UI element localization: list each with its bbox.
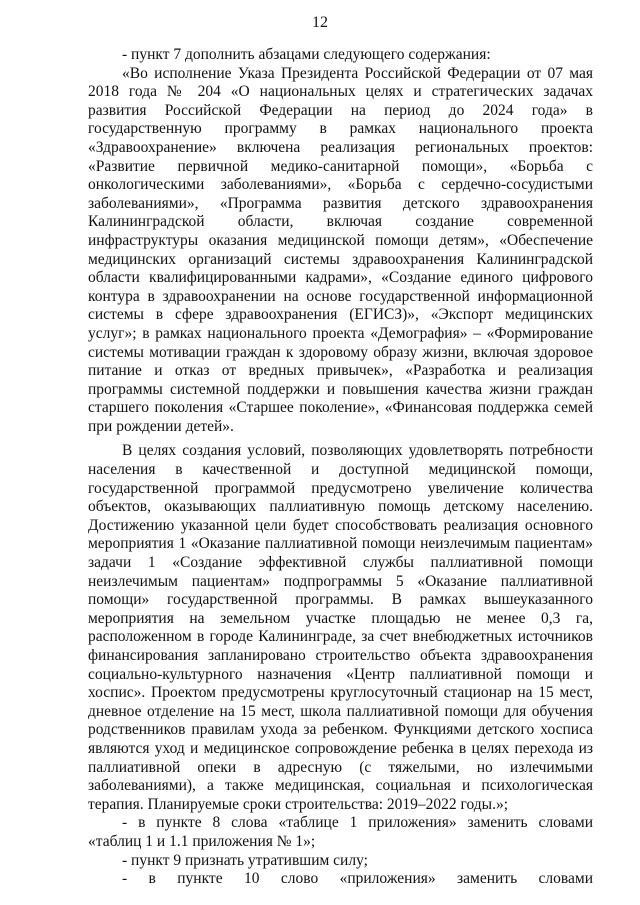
text-line: «Здравоохранение» включена реализация региональных проектов: <box>88 138 593 156</box>
text-line: заболеваниями), а также медицинская, социальная и психологическая <box>88 777 593 795</box>
text-line: 2018 года № 204 «О национальных целях и стратегических задачах <box>88 83 593 101</box>
text-line: В целях создания условий, позволяющих удовлетворять потребности <box>122 442 593 460</box>
text-line: паллиативной опеки в адресную (с тяжелыми, но излечимыми <box>88 758 593 776</box>
text-line: при рождении детей». <box>88 417 234 435</box>
text-line: - пункт 9 признать утратившим силу; <box>122 851 368 869</box>
text-line: государственной программой предусмотрено увеличение количества <box>88 479 593 497</box>
text-line: системы в сфере здравоохранения (ЕГИСЗ)», «Экспорт медицинских <box>88 306 593 324</box>
text-line: системы мотивации граждан к здоровому образу жизни, включая здоровое <box>88 343 593 361</box>
text-line: - в пункте 8 слова «таблице 1 приложения» заменить словами <box>122 814 593 832</box>
text-line: питание и отказ от вредных привычек», «Разработка и реализация <box>88 362 593 380</box>
text-line: - пункт 7 дополнить абзацами следующего содержания: <box>122 46 491 63</box>
text-line: дневное отделение на 15 мест, школа паллиативной помощи для обучения <box>88 702 593 720</box>
text-line: программы системной поддержки и повышения качества жизни граждан <box>88 380 593 398</box>
text-line: терапия. Планируемые сроки строительства: 2019–2022 годы.»; <box>88 795 509 813</box>
text-line: хоспис». Проектом предусмотрены круглосуточный стационар на 15 мест, <box>88 684 593 702</box>
text-line: объектов, оказывающих паллиативную помощь детскому населению. <box>88 498 593 516</box>
text-line: развития Российской Федерации на период до 2024 года» в <box>88 101 593 119</box>
text-line: мероприятия на земельном участке площадью не менее 0,3 га, <box>88 609 593 627</box>
text-line: - в пункте 10 слово «приложения» заменить словами <box>122 870 593 888</box>
document-body <box>88 46 593 889</box>
text-line: государственную программу в рамках национального проекта <box>88 120 593 138</box>
text-line: «Развитие первичной медико-санитарной помощи», «Борьба с <box>88 157 593 175</box>
text-line: Калининградской области, включая создание современной <box>88 213 593 231</box>
text-line: инфраструктуры оказания медицинской помощи детям», «Обеспечение <box>88 231 593 249</box>
text-line: родственников правилам ухода за ребенком. Функциями детского хосписа <box>88 721 593 739</box>
text-line: Достижению указанной цели будет способствовать реализация основного <box>88 516 593 534</box>
text-line: медицинских организаций системы здравоохранения Калининградской <box>88 250 593 268</box>
text-line: помощи» государственной программы. В рамках вышеуказанного <box>88 591 593 609</box>
text-line: области квалифицированными кадрами», «Создание единого цифрового <box>88 269 593 287</box>
text-line: контура в здравоохранении на основе государственной информационной <box>88 287 593 305</box>
text-line: задачи 1 «Создание эффективной службы паллиативной помощи <box>88 554 593 572</box>
text-line: населения в качественной и доступной медицинской помощи, <box>88 461 593 479</box>
text-line: финансирования запланировано строительство объекта здравоохранения <box>88 647 593 664</box>
text-line: «таблиц 1 и 1.1 приложения № 1»; <box>88 832 316 850</box>
text-line: заболеваниями», «Программа развития детского здравоохранения <box>88 194 593 212</box>
text-line: «Во исполнение Указа Президента Российской Федерации от 07 мая <box>122 64 593 82</box>
text-line: онкологическими заболеваниями», «Борьба с сердечно-сосудистыми <box>88 176 593 194</box>
page-number: 12 <box>312 14 328 31</box>
text-line: являются уход и медицинское сопровождение ребенка в целях перехода из <box>88 739 593 757</box>
text-line: услуг»; в рамках национального проекта «Демография» – «Формирование <box>88 324 593 342</box>
text-line: расположенном в городе Калининграде, за счет внебюджетных источников <box>88 628 593 646</box>
text-line: неизлечимым пациентам» подпрограммы 5 «Оказание паллиативной <box>88 572 593 590</box>
text-line: социально-культурного назначения «Центр паллиативной помощи и <box>88 665 593 683</box>
text-line: мероприятия 1 «Оказание паллиативной помощи неизлечимым пациентам» <box>88 535 593 553</box>
text-line: старшего поколения «Старшее поколение», «Финансовая поддержка семей <box>88 399 593 417</box>
